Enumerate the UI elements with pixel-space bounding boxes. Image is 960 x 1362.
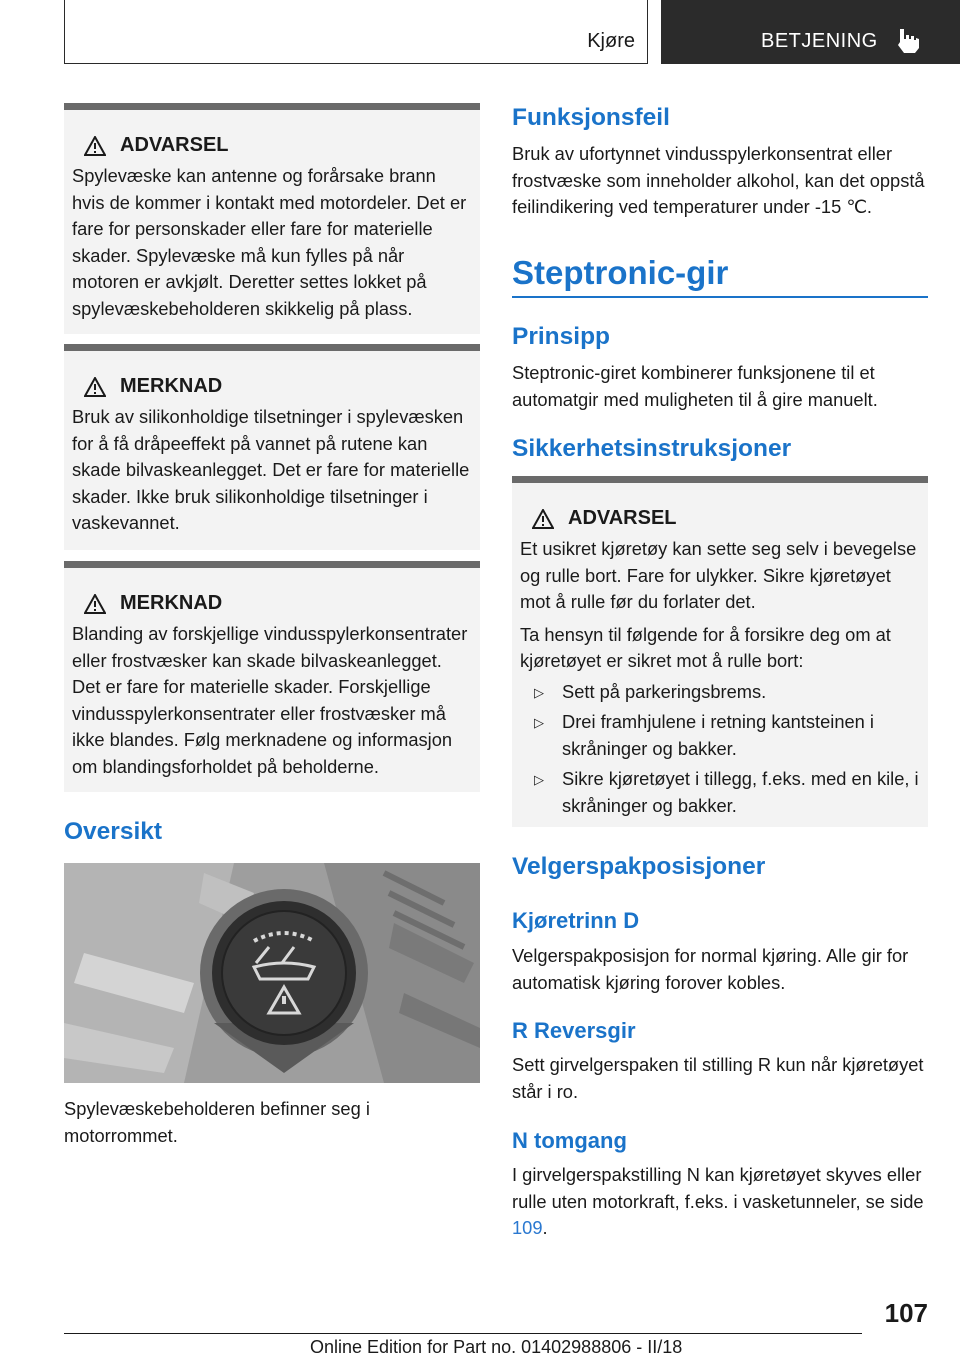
hand-pointer-icon xyxy=(895,26,921,54)
steptronic-heading: Steptronic-gir xyxy=(512,254,729,291)
photo-caption: Spylevæskebeholderen befinner seg i motorrommet. xyxy=(64,1098,370,1146)
malfunction-heading: Funksjonsfeil xyxy=(512,104,670,131)
n-heading: N tomgang xyxy=(512,1128,627,1153)
note-title: MERKNAD xyxy=(120,375,223,397)
r-text: Sett girvelgerspaken til stilling R kun når kjøretøyet står i ro. xyxy=(512,1054,924,1102)
footer-edition: Online Edition for Part no. 01402988806 - II/18 xyxy=(310,1337,683,1357)
safety-heading: Sikkerhetsinstruksjoner xyxy=(512,435,792,462)
malfunction-text: Bruk av ufortynnet vindusspylerkonsentrat eller frostvæske som inneholder alkohol, kan det oppstå feilindikering ved temperaturer under -15 ℃. xyxy=(512,143,925,217)
warning-title: ADVARSEL xyxy=(568,507,677,529)
warning-text: Spylevæske kan antenne og forårsake brann hvis de kommer i kontakt med motordeler. Det er fare for personskader eller fare for materielle skader. Spylevæske må kun fylles på når motoren er avkjølt. Deretter settes lokket på spylevæskebeholderen skikkelig på plass. xyxy=(72,165,467,319)
header-chapter: Kjøre xyxy=(587,30,635,52)
list-item: ▷ Sikre kjøretøyet i tillegg, f.eks. med en kile, i skråninger og bakker. xyxy=(534,768,919,816)
list-item: ▷ Sett på parkeringsbrems. xyxy=(520,679,920,706)
washer-reservoir-photo xyxy=(64,863,480,1083)
r-heading: R Reversgir xyxy=(512,1018,636,1043)
overview-heading: Oversikt xyxy=(64,818,163,845)
d-heading: Kjøretrinn D xyxy=(512,908,640,933)
warning-text-1: Et usikret kjøretøy kan sette seg selv i bevegelse og rulle bort. Fare for ulykker. Sikre kjøretøyet mot å rulle før du forlater det. xyxy=(520,538,917,612)
warning-title: ADVARSEL xyxy=(120,134,229,156)
warning-triangle-icon xyxy=(84,136,106,156)
note-text: Blanding av forskjellige vindusspylerkonsentrater eller frostvæsker kan skade bilvaskeanlegget. Det er fare for materielle skader. Forskjellige vindusspylerkonsentrater eller frostvæsker må ikke blandes. Følg merknadene og informasjon om blandingsforholdet på beholderne. xyxy=(72,623,468,777)
list-item: ▷ Drei framhjulene i retning kantsteinen i skråninger og bakker. xyxy=(534,711,874,759)
warning-box-rolling xyxy=(512,476,928,827)
heading-rule xyxy=(512,296,928,298)
footer-rule xyxy=(64,1333,862,1334)
header-section-box xyxy=(661,0,960,64)
note-text: Bruk av silikonholdige tilsetninger i spylevæsken for å få dråpeeffekt på vannet på rutene kan skade bilvaskeanlegget. Det er fare for materielle skader. Ikke bruk silikonholdige tilsetninger i vaskevannet. xyxy=(72,406,470,533)
n-text: I girvelgerspakstilling N kan kjøretøyet skyves eller rulle uten motorkraft, f.eks. i vasketunneler, se side 109. xyxy=(512,1164,924,1238)
warning-box-fluid-fire xyxy=(64,103,480,334)
warning-triangle-icon xyxy=(84,377,106,397)
warning-bullet-list xyxy=(520,679,920,820)
triangle-bullet-icon: ▷ xyxy=(534,715,544,730)
note-box-mixing xyxy=(64,561,480,792)
triangle-bullet-icon: ▷ xyxy=(534,684,544,700)
warning-triangle-icon xyxy=(532,509,554,529)
warning-text-2: Ta hensyn til følgende for å forsikre deg om at kjøretøyet er sikret mot å rulle bort: xyxy=(520,623,891,671)
principle-heading: Prinsipp xyxy=(512,323,611,350)
d-text: Velgerspakposisjon for normal kjøring. Alle gir for automatisk kjøring forover kobles. xyxy=(512,945,909,993)
principle-text: Steptronic-giret kombinerer funksjonene til et automatgir med muligheten til å gire manuelt. xyxy=(512,362,878,410)
selector-heading: Velgerspakposisjoner xyxy=(512,853,766,880)
warning-triangle-icon xyxy=(84,594,106,614)
header-section: BETJENING xyxy=(761,30,878,52)
header-chapter-box xyxy=(64,0,648,64)
note-title: MERKNAD xyxy=(120,592,223,614)
triangle-bullet-icon: ▷ xyxy=(534,772,544,787)
page-number: 107 xyxy=(884,1298,928,1328)
note-box-silicone xyxy=(64,344,480,550)
page-link[interactable]: 109 xyxy=(512,1217,543,1238)
